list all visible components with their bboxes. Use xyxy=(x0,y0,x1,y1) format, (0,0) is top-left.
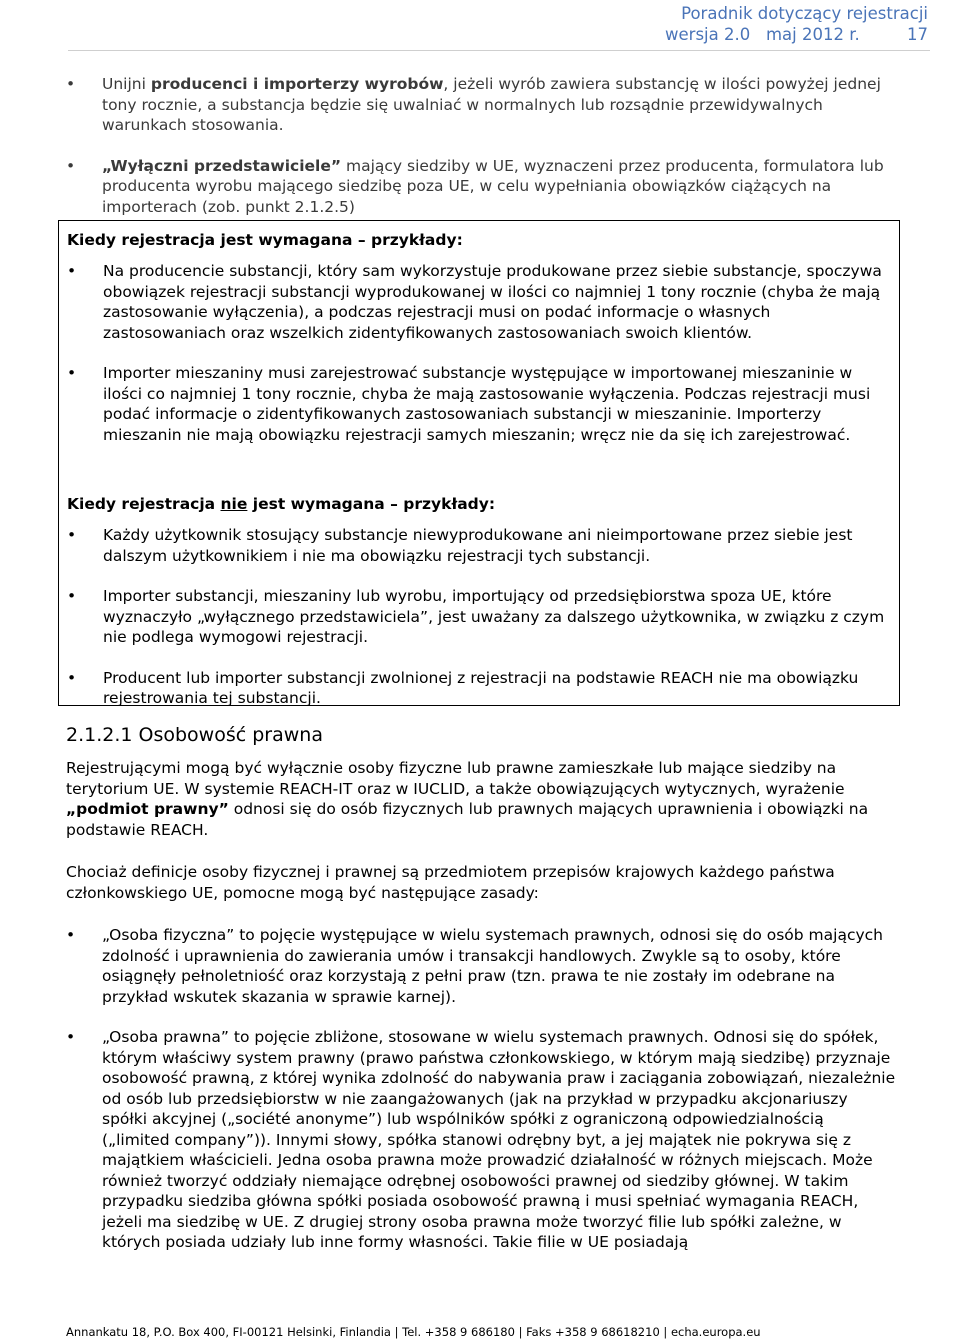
examples-box xyxy=(58,220,900,706)
list-item: • Na producencie substancji, który sam wykorzystuje produkowane przez siebie substancje, spoczywa obowiązek rejestracji substancji wyprodukowanej w ilości co najmniej 1 tony rocznie (chyba że mają zastosowanie wyłączenia), a podczas rejestracji musi on podać informacje o własnych zastosowaniach oraz wszelkich zidentyfikowanych zastosowaniach swoich klientów. xyxy=(67,261,885,343)
list-item: • Unijni producenci i importerzy wyrobów, jeżeli wyrób zawiera substancję w ilości powyżej jednej tony rocznie, a substancja będzie się uwalniać w normalnych lub rozsądnie przewidywalnych warunkach stosowania. xyxy=(66,74,892,136)
header-divider xyxy=(68,50,930,51)
list-item: • Każdy użytkownik stosujący substancje niewyprodukowane ani nieimportowane przez siebie jest dalszym użytkownikiem i nie ma obowiązku rejestracji tych substancji. xyxy=(67,525,885,566)
version-line xyxy=(665,24,928,45)
list-item: • Importer substancji, mieszaniny lub wyrobu, importujący od przedsiębiorstwa spoza UE, które wyznaczyło „wyłącznego przedstawiciela”, jest uważany za dalszego użytkownika, w związku z czym nie podlega wymogowi rejestracji. xyxy=(67,586,885,648)
not-required-examples-list xyxy=(67,525,885,709)
list-item: • Importer mieszaniny musi zarejestrować substancje występujące w importowanej mieszaninie w ilości co najmniej 1 tony rocznie, chyba że mają zastosowanie wyłączenia. Podczas rejestracji musi podać informacje o zidentyfikowanych zastosowaniach substancji w mieszaninie. Importerzy mieszanin nie mają obowiązku rejestracji samych mieszanin; wręcz nie da się ich zarejestrować. xyxy=(67,363,885,445)
required-examples-list xyxy=(67,261,885,445)
list-item: • „Osoba prawna” to pojęcie zbliżone, stosowane w wielu systemach prawnych. Odnosi się do spółek, którym właściwy system prawny (prawo państwa członkowskiego, w którym mają siedzibę) przyznaje osobowość prawną, z której wynika zdolność do nabywania praw i zaciągania zobowiązań, niezależnie od osób lub przedsiębiorstw w nie zaangażowanych (jak na przykład w przypadku akcjonariuszy spółki akcyjnej („société anonyme”) lub wspólników spółki z ograniczoną odpowiedzialnością („limited company”)). Innymi słowy, spółka stanowi odrębny byt, a jej majątek nie pokrywa się z majątkiem właścicieli. Jedna osoba prawna może prowadzić działalność w różnych miejscach. Może również tworzyć oddziały niemające odrębnej osobowości prawnej od siedziby głównej. W takim przypadku siedziba główna spółki posiada osobowość prawną i musi spełniać wymagania REACH, jeżeli ma siedzibę w UE. Z drugiej strony osoba prawna może tworzyć filie lub spółki zależne, w których posiada udziały lub inne formy własności. Takie filie w UE posiadają xyxy=(66,1027,896,1253)
legal-person-list xyxy=(66,925,896,1253)
list-item: • Producent lub importer substancji zwolnionej z rejestracji na podstawie REACH nie ma obowiązku rejestrowania tej substancji. xyxy=(67,668,885,709)
box-heading-required: Kiedy rejestracja jest wymagana – przykłady: xyxy=(67,231,463,249)
page-header xyxy=(665,3,928,45)
box-heading-not-required: Kiedy rejestracja nie jest wymagana – przykłady: xyxy=(67,495,496,513)
page-number: 17 xyxy=(907,25,928,44)
document-date: maj 2012 r. xyxy=(765,25,860,44)
paragraph: Chociaż definicje osoby fizycznej i prawnej są przedmiotem przepisów krajowych każdego państwa członkowskiego UE, pomocne mogą być następujące zasady: xyxy=(66,863,835,902)
paragraph: Rejestrującymi mogą być wyłącznie osoby fizyczne lub prawne zamieszkałe lub mające siedziby na terytorium UE. W systemie REACH-IT oraz w IUCLID, a także obowiązujących wytycznych, wyrażenie „podmiot prawny” odnosi się do osób fizycznych lub prawnych mających uprawnienia i obowiązki na podstawie REACH. xyxy=(66,759,869,839)
document-version: wersja 2.0 xyxy=(665,25,751,44)
top-list xyxy=(66,74,892,217)
list-item: • „Wyłączni przedstawiciele” mający siedziby w UE, wyznaczeni przez producenta, formulatora lub producenta wyrobu mającego siedzibę poza UE, w celu wypełniania obowiązków ciążących na importerach (zob. punkt 2.1.2.5) xyxy=(66,156,892,218)
section-heading: 2.1.2.1 Osobowość prawna xyxy=(66,724,323,746)
document-title: Poradnik dotyczący rejestracji xyxy=(681,4,928,23)
page-footer: Annankatu 18, P.O. Box 400, FI-00121 Helsinki, Finlandia | Tel. +358 9 686180 | Faks +358 9 68618210 | echa.europa.eu xyxy=(66,1325,761,1339)
list-item: • „Osoba fizyczna” to pojęcie występujące w wielu systemach prawnych, odnosi się do osób mających zdolność i uprawnienia do zawierania umów i transakcji handlowych. Zwykle są to osoby, które osiągnęły pełnoletniość oraz korzystają z pełni praw (tzn. prawa te nie zostały im odebrane na przykład wskutek skazania w sprawie karnej). xyxy=(66,925,896,1007)
